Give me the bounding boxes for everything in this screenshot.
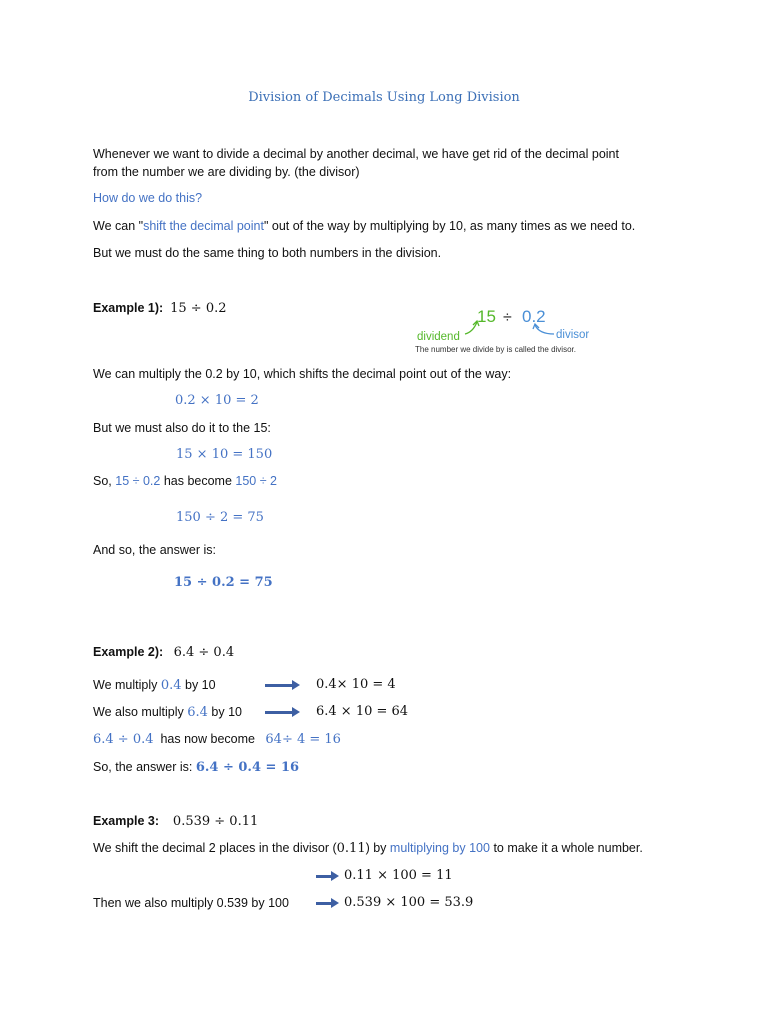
intro-line-2: from the number we are dividing by. (the divisor) (93, 165, 360, 179)
example3-problem: 0.539 ÷ 0.11 (172, 814, 259, 829)
example2-row-2 (93, 705, 242, 720)
diagram-dividend-value: 15 (477, 307, 496, 326)
example2-answer: 6.4 ÷ 0.4 = 16 (195, 760, 300, 775)
dividend-divisor-diagram (407, 298, 607, 358)
diagram-dividend-label: dividend (417, 331, 460, 343)
right-arrow-icon (316, 875, 332, 878)
example2-row2-pre: We also multiply (93, 705, 188, 719)
example1-heading (93, 301, 227, 316)
example1-so-mid: has become (160, 474, 236, 488)
diagram-divide-sign: ÷ (503, 309, 512, 326)
page-title: Division of Decimals Using Long Division (248, 90, 520, 105)
example3-row-2-text: Then we also multiply 0.539 by 100 (93, 896, 289, 910)
intro-both-line: But we must do the same thing to both numbers in the division. (93, 246, 442, 260)
example2-answer-line (93, 760, 299, 775)
example2-become-mid: has now become (160, 732, 255, 746)
example3-heading (93, 814, 258, 829)
example3-text-highlight: multiplying by 100 (389, 841, 490, 855)
example1-answer-text: And so, the answer is: (93, 543, 216, 557)
example3-eq-2: 0.539 × 100 = 53.9 (344, 895, 474, 910)
example2-row1-post: by 10 (181, 678, 216, 692)
intro-question: How do we do this? (93, 191, 203, 205)
example3-text-line (93, 841, 643, 856)
diagram-dividend-arrow (465, 322, 477, 334)
example3-text-num: 0.11 (336, 841, 366, 856)
example2-become-line (93, 732, 341, 747)
example2-row-1 (93, 678, 216, 693)
intro-line-1: Whenever we want to divide a decimal by another decimal, we have get rid of the decimal point (93, 147, 619, 161)
example2-row1-eq: 0.4× 10 = 4 (316, 677, 396, 692)
example3-text-mid: ) by (365, 841, 390, 855)
example2-become-orig: 6.4 ÷ 0.4 (93, 732, 154, 747)
diagram-divisor-value: 0.2 (522, 307, 546, 326)
right-arrow-icon (265, 684, 293, 687)
example1-eq-1: 0.2 × 10 = 2 (175, 393, 259, 408)
example3-text-post: to make it a whole number. (489, 841, 643, 855)
example1-text-2: But we must also do it to the 15: (93, 421, 271, 435)
example1-so-line (93, 474, 277, 488)
example2-row2-highlight: 6.4 (187, 705, 208, 720)
example2-row2-post: by 10 (207, 705, 242, 719)
example2-problem: 6.4 ÷ 0.4 (173, 645, 235, 660)
example2-become-new: 64÷ 4 = 16 (265, 732, 341, 747)
right-arrow-icon (316, 902, 332, 905)
example3-eq-1: 0.11 × 100 = 11 (344, 868, 453, 883)
diagram-caption: The number we divide by is called the divisor. (415, 345, 576, 354)
example1-text-1: We can multiply the 0.2 by 10, which shifts the decimal point out of the way: (93, 367, 512, 381)
diagram-divisor-label: divisor (556, 329, 590, 341)
example1-eq-3: 150 ÷ 2 = 75 (176, 510, 264, 525)
example1-problem: 15 ÷ 0.2 (170, 301, 227, 316)
intro-shift-post: " out of the way by multiplying by 10, as many times as we need to. (263, 219, 636, 233)
example2-heading (93, 645, 234, 660)
intro-shift-highlight: shift the decimal point (143, 219, 264, 233)
example1-so-pre: So, (93, 474, 116, 488)
example2-row1-highlight: 0.4 (160, 678, 182, 693)
example2-answer-pre: So, the answer is: (93, 760, 196, 774)
example1-label: Example 1): (93, 301, 164, 315)
example3-text-pre: We shift the decimal 2 places in the divisor ( (93, 841, 337, 855)
intro-shift-pre: We can " (93, 219, 144, 233)
example1-so-orig: 15 ÷ 0.2 (115, 474, 161, 488)
right-arrow-icon (265, 711, 293, 714)
example1-eq-2: 15 × 10 = 150 (176, 447, 273, 462)
example1-so-new: 150 ÷ 2 (235, 474, 278, 488)
example3-label: Example 3: (93, 814, 160, 828)
example1-answer: 15 ÷ 0.2 = 75 (174, 575, 273, 590)
example2-row1-pre: We multiply (93, 678, 161, 692)
intro-shift-line (93, 219, 635, 233)
example2-row2-eq: 6.4 × 10 = 64 (316, 704, 409, 719)
example2-label: Example 2): (93, 645, 164, 659)
